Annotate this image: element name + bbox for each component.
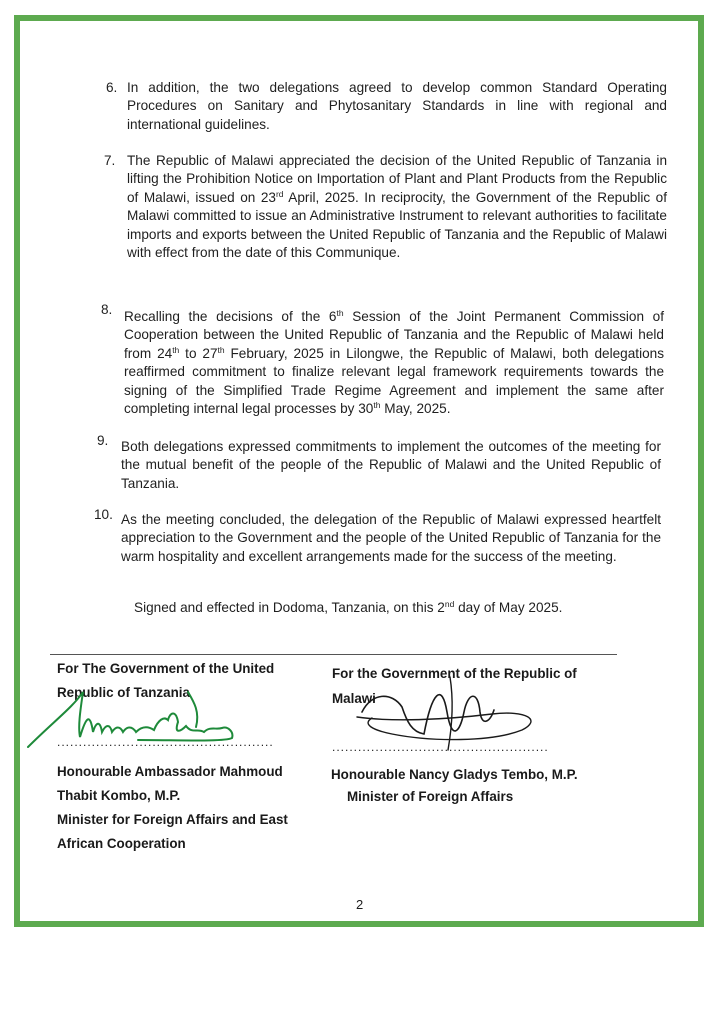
paragraph-6-number: 6. — [106, 80, 118, 95]
malawi-heading-line-2: Malawi — [332, 691, 376, 706]
paragraph-9-number: 9. — [97, 433, 109, 448]
signature-divider — [50, 654, 617, 655]
tanzania-signatory-title-1: Minister for Foreign Affairs and East — [57, 812, 288, 827]
tanzania-signature — [28, 682, 248, 752]
page-number: 2 — [356, 897, 364, 912]
tanzania-signature-line: .................................................. — [57, 735, 274, 749]
malawi-heading-line-1: For the Government of the Republic of — [332, 666, 577, 681]
paragraph-10: As the meeting concluded, the delegation of the Republic of Malawi expressed heartfelt appreciation to the Government and the people of the United Republic of Tanzania for the warm hospitality and excellent arrangements made for the success of the meeting. — [121, 512, 662, 564]
paragraph-8-number: 8. — [101, 302, 113, 317]
paragraph-7: The Republic of Malawi appreciated the decision of the United Republic of Tanzania in lifting the Prohibition Notice on Importation of Plant and Plant Products from the Republic of Malawi, issued on 23rd April, 2025. In reciprocity, the Government of the Republic of Malawi committed to issue an Administrative Instrument to relevant authorities to facilitate imports and exports between the United Republic of Tanzania and the Republic of Malawi with effect from the date of this Communique. — [127, 153, 668, 261]
paragraph-7-number: 7. — [104, 153, 116, 168]
paragraph-8: Recalling the decisions of the 6th Session of the Joint Permanent Commission of Cooperation between the United Republic of Tanzania and the Republic of Malawi held from 24th to 27th February, 2025 in Lilongwe, the Republic of Malawi, both delegations reaffirmed commitment to finalize relevant legal framework requirements towards the signing of the Simplified Trade Regime Agreement and implement the same after completing internal legal processes by 30th May, 2025. — [124, 308, 665, 417]
tanzania-signatory-title-2: African Cooperation — [57, 836, 186, 851]
malawi-signatory-title: Minister of Foreign Affairs — [347, 789, 514, 804]
malawi-signature-line: .................................................. — [332, 740, 549, 754]
signed-statement: Signed and effected in Dodoma, Tanzania, on this 2nd day of May 2025. — [134, 599, 563, 615]
tanzania-signatory-name-2: Thabit Kombo, M.P. — [57, 788, 181, 803]
tanzania-signatory-name-1: Honourable Ambassador Mahmoud — [57, 764, 283, 779]
tanzania-heading-line-1: For The Government of the United — [57, 661, 275, 676]
paragraph-10-number: 10. — [94, 507, 113, 522]
malawi-signatory-name: Honourable Nancy Gladys Tembo, M.P. — [331, 767, 578, 782]
malawi-signature — [352, 672, 542, 752]
tanzania-heading-line-2: Republic of Tanzania — [57, 685, 190, 700]
paragraph-9: Both delegations expressed commitments to implement the outcomes of the meeting for the mutual benefit of the people of the Republic of Malawi and the United Republic of Tanzania. — [121, 439, 662, 491]
paragraph-6: In addition, the two delegations agreed to develop common Standard Operating Procedures on Sanitary and Phytosanitary Standards in line with regional and international guidelines. — [127, 80, 667, 132]
